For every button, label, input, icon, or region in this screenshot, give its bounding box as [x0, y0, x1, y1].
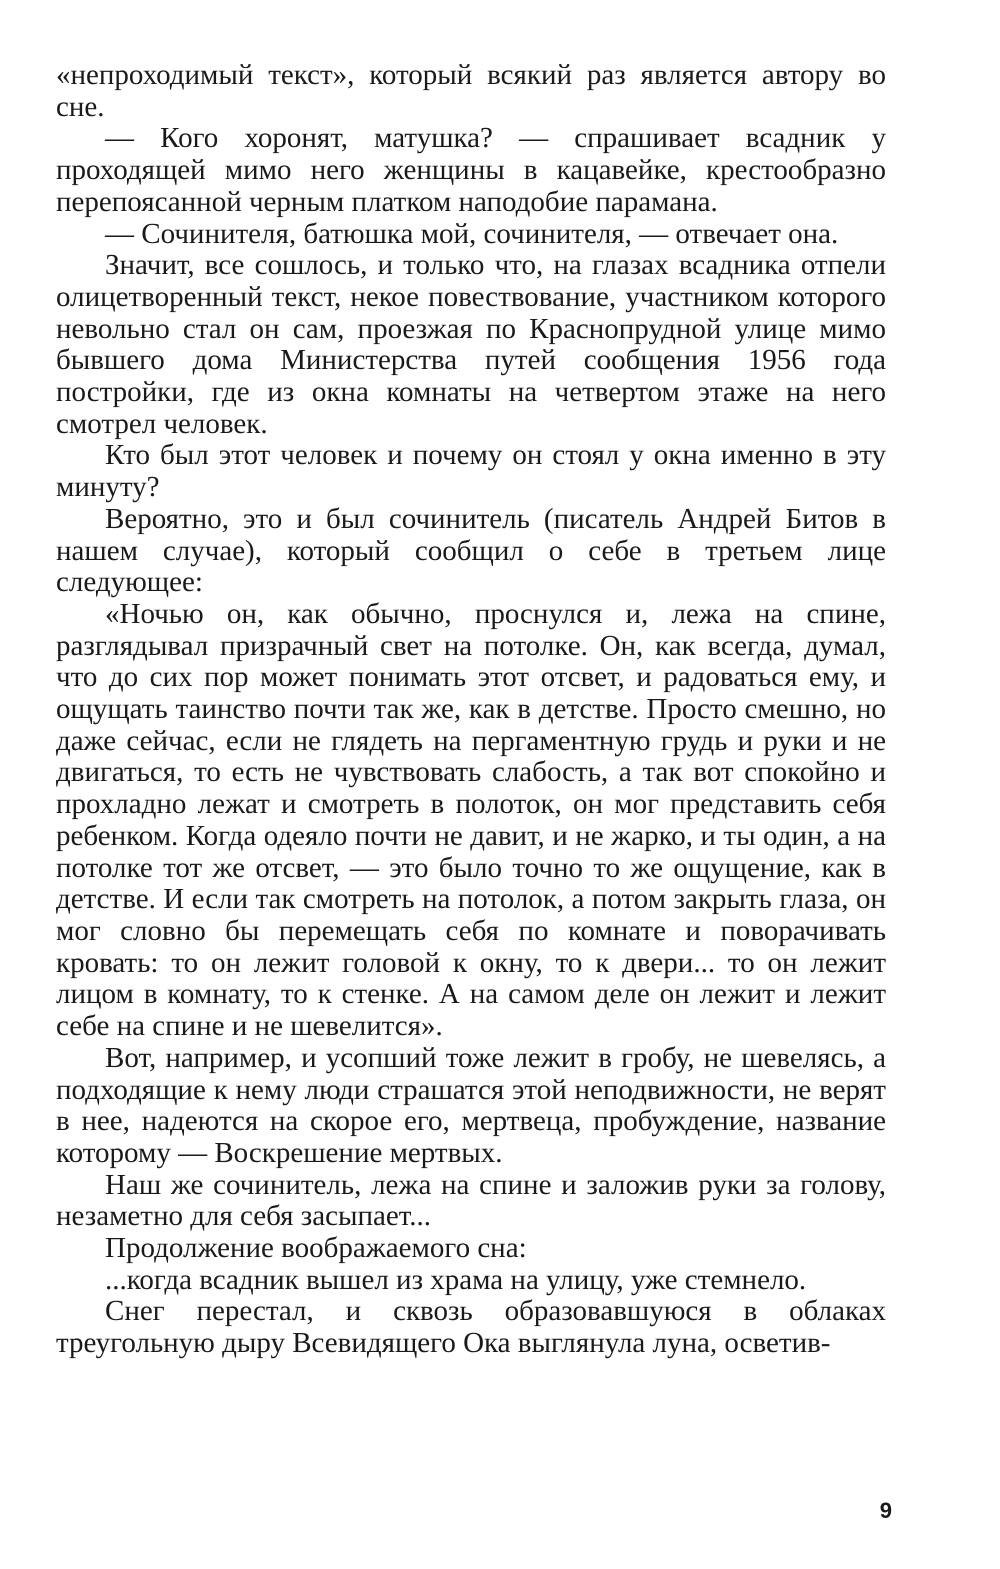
paragraph: ...когда всадник вышел из храма на улицу, уже стемнело. — [105, 1263, 807, 1296]
quote-paragraph: «Ночью он, как обычно, проснулся и, лежа на спине, разглядывал призрачный свет на потолке. Он, как всегда, думал, что до сих пор может понимать этот отсвет, и радоваться ему, и ощущать таинство почти так же, как в детстве. Просто смешно, но даже сейчас, если не глядеть на пергаментную грудь и руки и не двигаться, то есть не чувствовать слабость, а так вот спокойно и прохладно лежат и смотреть в полоток, он мог представить себя ребенком. Когда одеяло почти не давит, и не жарко, и ты один, а на потолке тот же отсвет, — это было точно то же ощущение, как в детстве. И если так смотреть на потолок, а потом закрыть глаза, он мог словно бы перемещать себя по комнате и поворачивать кровать: то он лежит головой к окну, то к двери... то он лежит лицом в комнату, то к стенке. А на самом деле он лежит и лежит себе на спине и не шевелится». — [56, 597, 886, 1043]
paragraph: Продолжение воображаемого сна: — [105, 1232, 527, 1265]
paragraph: Наш же сочинитель, лежа на спине и заложив руки за голову, незаметно для себя засыпает... — [56, 1168, 886, 1233]
page-text — [56, 60, 886, 1500]
paragraph: — Кого хоронят, матушка? — спрашивает всадник у проходящей мимо него женщины в кацавейке, крестообразно перепоясанной черным платком наподобие парамана. — [56, 122, 886, 218]
paragraph: Снег перестал, и сквозь образовавшуюся в облаках треугольную дыру Всевидящего Ока выглянула луна, осветив- — [56, 1295, 886, 1360]
paragraph: «непроходимый текст», который всякий раз является автору во сне. — [56, 59, 886, 123]
paragraph: — Сочинителя, батюшка мой, сочинителя, — отвечает она. — [105, 217, 839, 250]
paragraph: Значит, все сошлось, и только что, на глазах всадника отпели олицетворенный текст, некое повествование, участником которого невольно стал он сам, проезжая по Краснопрудной улице мимо бывшего дома Министерства путей сообщения 1956 года постройки, где из окна комнаты на четвертом этаже на него смотрел человек. — [56, 249, 886, 440]
paragraph: Вот, например, и усопший тоже лежит в гробу, не шевелясь, а подходящие к нему люди страшатся этой неподвижности, не верят в нее, надеются на скорое его, мертвеца, пробуждение, название которому — Воскрешение мертвых. — [56, 1041, 886, 1169]
paragraph: Кто был этот человек и почему он стоял у окна именно в эту минуту? — [56, 439, 886, 504]
page-number: 9 — [879, 1498, 892, 1523]
paragraph: Вероятно, это и был сочинитель (писатель Андрей Битов в нашем случае), который сообщил о себе в третьем лице следующее: — [56, 502, 886, 599]
